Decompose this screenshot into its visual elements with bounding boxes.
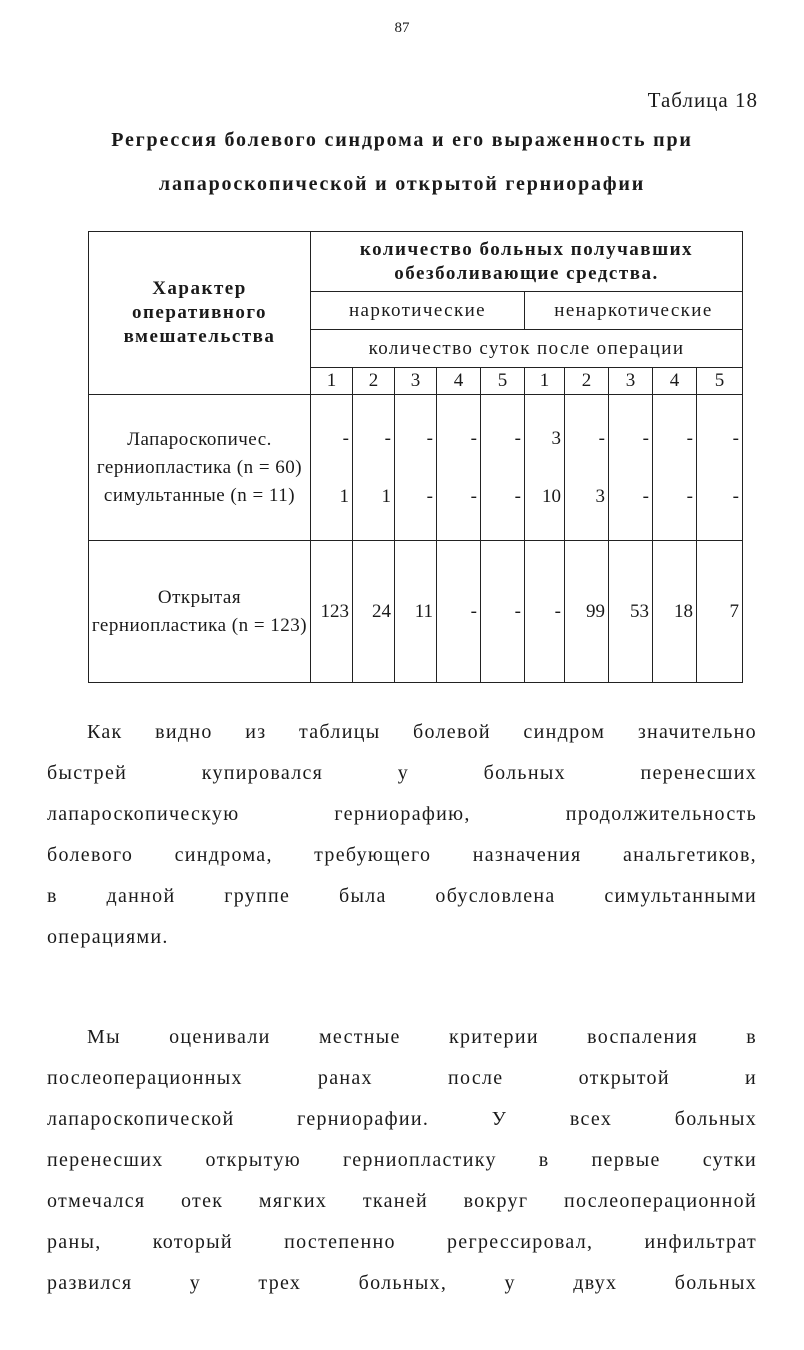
value-cell: -	[686, 427, 693, 449]
paragraph-line: отмечался отек мягких тканей вокруг послеоперационной	[47, 1190, 757, 1212]
value-cell: -	[686, 485, 693, 507]
value-cell: -	[732, 485, 739, 507]
day-header: 3	[609, 368, 653, 395]
value-cell: 10	[542, 485, 561, 507]
value-cell: -	[470, 427, 477, 449]
table-row-open	[89, 541, 743, 683]
value-cell: 18	[653, 541, 697, 683]
value-cell: -	[732, 427, 739, 449]
value-cell: -	[437, 541, 481, 683]
value-cell: -	[642, 427, 649, 449]
day-header: 5	[481, 368, 525, 395]
value-cell: 123	[311, 541, 353, 683]
day-header: 2	[353, 368, 395, 395]
day-header: 1	[525, 368, 565, 395]
day-header: 2	[565, 368, 609, 395]
table-row-laparoscopic	[89, 395, 743, 541]
value-cell: 53	[609, 541, 653, 683]
paragraph-line: быстрей купировался у больных перенесших	[47, 762, 757, 784]
value-cell: 1	[339, 485, 349, 507]
paragraph-1	[47, 712, 757, 958]
value-cell: -	[514, 485, 521, 507]
column-header-intervention: Характер оперативного вмешательства	[89, 232, 311, 395]
day-header: 3	[395, 368, 437, 395]
table-title	[40, 118, 764, 206]
cell-pair	[481, 395, 525, 541]
results-table	[88, 231, 743, 683]
paragraph-line: в данной группе была обусловлена симультанными	[47, 885, 757, 907]
value-cell: 7	[697, 541, 743, 683]
group-header: количество больных получавших обезболивающие средства.	[311, 232, 743, 292]
subgroup-header-narcotic: наркотические	[311, 292, 525, 330]
value-cell: -	[598, 427, 605, 449]
day-header: 5	[697, 368, 743, 395]
table-caption: Таблица 18	[647, 88, 758, 112]
value-cell: 1	[381, 485, 391, 507]
value-cell: -	[426, 485, 433, 507]
day-header: 4	[437, 368, 481, 395]
value-cell: 99	[565, 541, 609, 683]
cell-pair	[565, 395, 609, 541]
cell-pair	[525, 395, 565, 541]
title-line: Регрессия болевого синдрома и его выраженность при	[111, 129, 693, 151]
cell-pair	[653, 395, 697, 541]
paragraph-line: развился у трех больных, у двух больных	[47, 1272, 757, 1294]
day-header: 1	[311, 368, 353, 395]
cell-pair	[609, 395, 653, 541]
paragraph-line: болевого синдрома, требующего назначения анальгетиков,	[47, 844, 757, 866]
paragraph-line: лапароскопическую герниорафию, продолжительность	[47, 803, 757, 825]
value-cell: 3	[551, 427, 561, 449]
row-label-laparoscopic	[89, 395, 311, 541]
page-number: 87	[394, 20, 410, 36]
paragraph-line: лапароскопической герниорафии. У всех больных	[47, 1108, 757, 1130]
value-cell: 3	[595, 485, 605, 507]
value-cell: -	[481, 541, 525, 683]
cell-pair	[437, 395, 481, 541]
subgroup-header-non-narcotic: ненаркотические	[525, 292, 743, 330]
value-cell: -	[514, 427, 521, 449]
paragraph-line: операциями.	[47, 926, 169, 948]
paragraph-line: Мы оценивали местные критерии воспаления в	[87, 1026, 757, 1048]
cell-pair	[697, 395, 743, 541]
paragraph-line: послеоперационных ранах после открытой и	[47, 1067, 757, 1089]
days-header: количество суток после операции	[311, 330, 743, 368]
value-cell: 24	[353, 541, 395, 683]
row-label-open: Открытая герниопластика (n = 123)	[89, 541, 311, 683]
value-cell: -	[642, 485, 649, 507]
row-label-main: Лапароскопичес. герниопластика (n = 60)	[96, 428, 303, 478]
cell-pair	[311, 395, 353, 541]
row-label-sub: симультанные (n = 11)	[103, 484, 296, 506]
value-cell: -	[525, 541, 565, 683]
paragraph-2	[47, 1017, 757, 1304]
value-cell: -	[426, 427, 433, 449]
paragraph-line: раны, который постепенно регрессировал, инфильтрат	[47, 1231, 757, 1253]
value-cell: -	[384, 427, 391, 449]
value-cell: -	[470, 485, 477, 507]
day-header: 4	[653, 368, 697, 395]
cell-pair	[353, 395, 395, 541]
cell-pair	[395, 395, 437, 541]
title-line: лапароскопической и открытой герниорафии	[158, 173, 646, 195]
paragraph-line: перенесших открытую герниопластику в первые сутки	[47, 1149, 757, 1171]
paragraph-line: Как видно из таблицы болевой синдром значительно	[87, 721, 757, 743]
value-cell: 11	[395, 541, 437, 683]
value-cell: -	[342, 427, 349, 449]
